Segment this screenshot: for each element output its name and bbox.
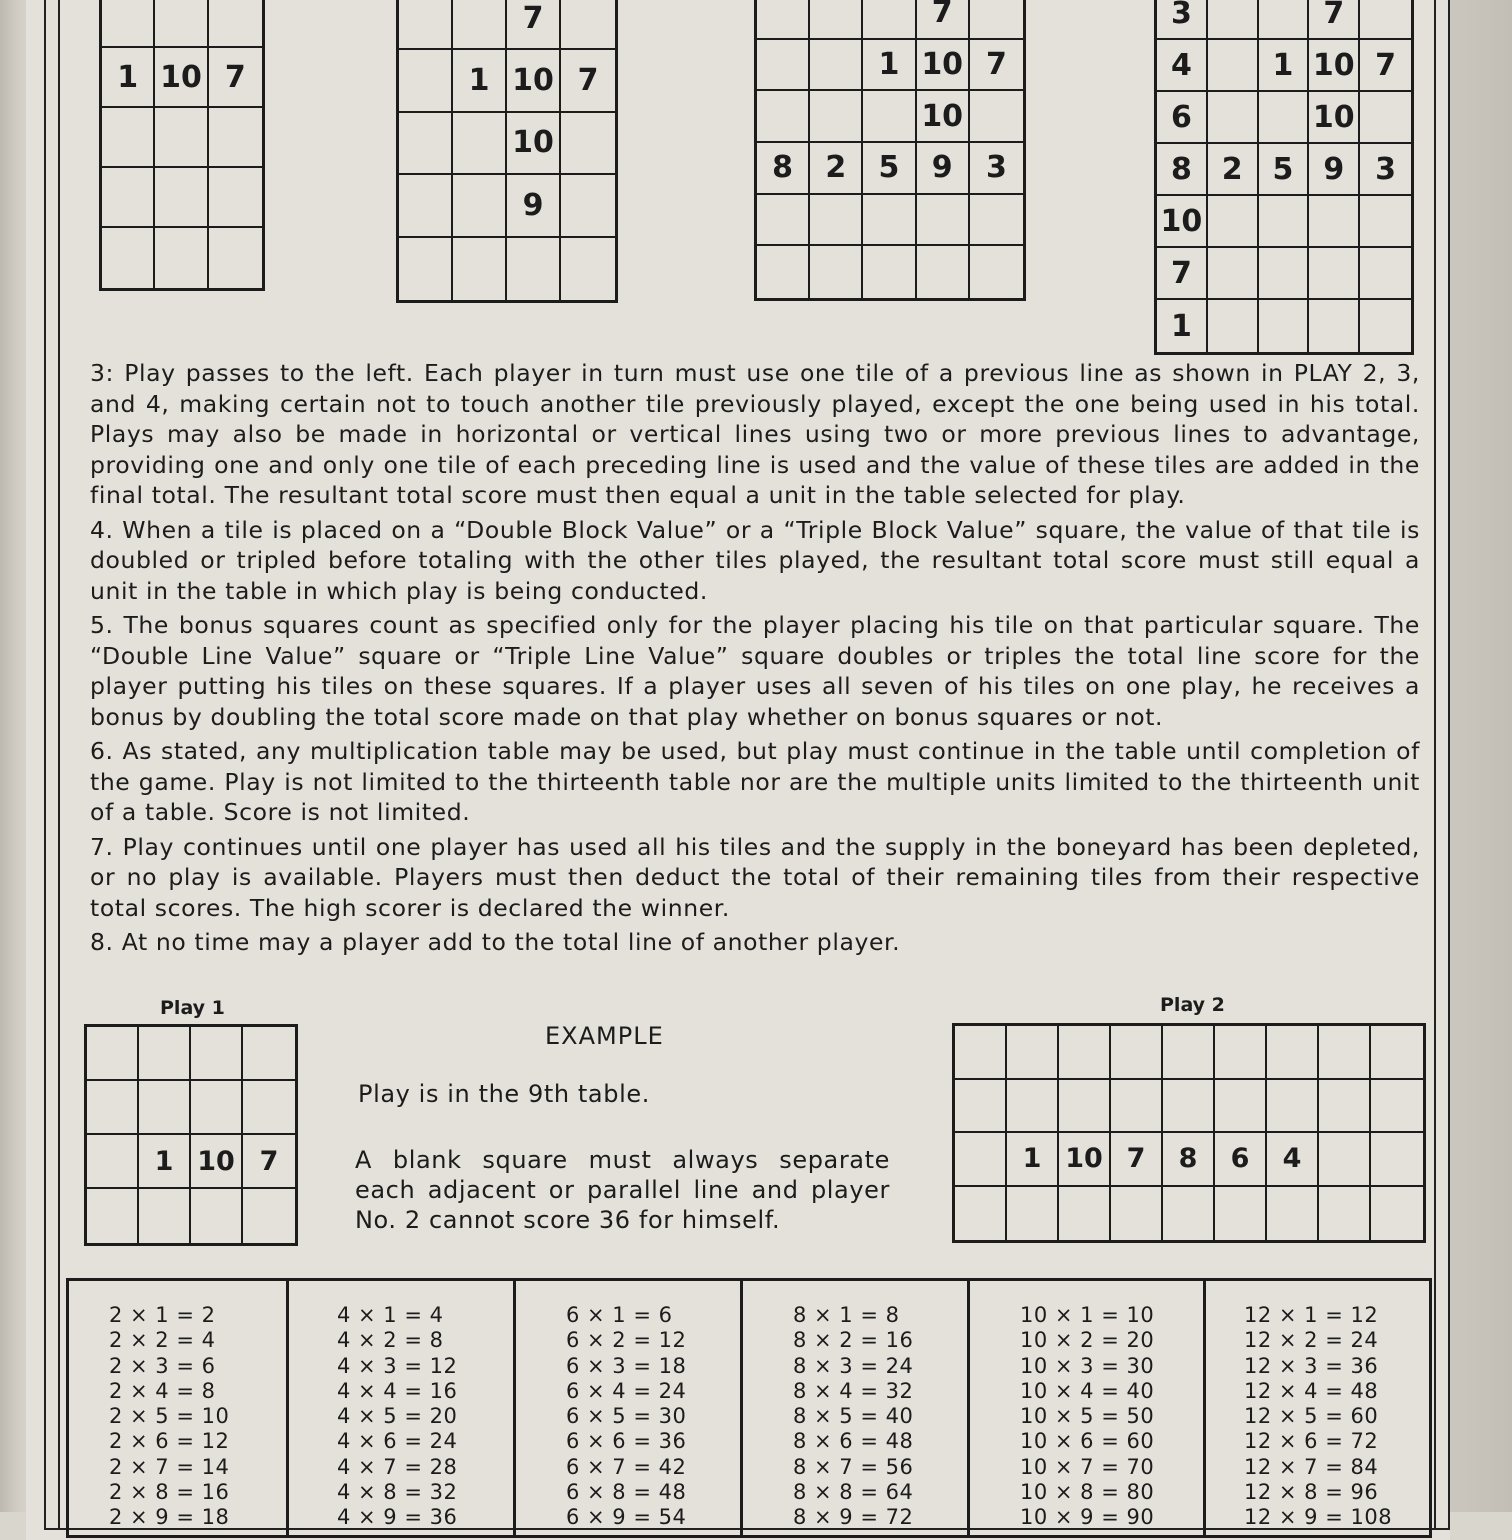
grid-cell (1259, 196, 1310, 248)
grid-cell (561, 0, 615, 50)
example-play-1-grid (84, 1024, 298, 1246)
grid-cell (1059, 1026, 1111, 1080)
grid-cell: 10 (1309, 40, 1360, 92)
grid-cell (453, 238, 507, 300)
table-line: 2 × 7 = 14 (109, 1454, 230, 1479)
grid-cell: 1 (102, 48, 155, 108)
table-line: 6 × 8 = 48 (566, 1480, 687, 1505)
grid-cell (399, 238, 453, 300)
grid-cell (810, 40, 863, 92)
grid-cell: 4 (1267, 1133, 1319, 1187)
table-line: 10 × 8 = 80 (1020, 1480, 1155, 1505)
play-2-label: Play 2 (1160, 994, 1225, 1016)
grid-cell (1111, 1026, 1163, 1080)
grid-cell (757, 246, 810, 298)
grid-cell (955, 1080, 1007, 1134)
play-grid-4 (1154, 0, 1414, 355)
grid-cell (970, 0, 1023, 40)
grid-cell: 2 (810, 143, 863, 195)
table-line: 10 × 7 = 70 (1020, 1454, 1155, 1479)
rules-text (90, 358, 1420, 958)
grid-cell (191, 1081, 243, 1135)
grid-cell (1371, 1133, 1423, 1187)
grid-cell (810, 246, 863, 298)
grid-cell (561, 113, 615, 175)
grid-cell (1309, 196, 1360, 248)
grid-cell (757, 91, 810, 143)
grid-cell: 3 (1360, 144, 1411, 196)
grid-cell (209, 0, 262, 48)
table-line: 12 × 9 = 108 (1244, 1505, 1393, 1530)
grid-cell (1360, 0, 1411, 40)
grid-cell (399, 175, 453, 237)
table-line: 12 × 4 = 48 (1244, 1378, 1379, 1403)
grid-cell (1371, 1026, 1423, 1080)
grid-cell (399, 0, 453, 50)
grid-cell (1267, 1026, 1319, 1080)
table-line: 8 × 8 = 64 (793, 1480, 914, 1505)
grid-cell (1259, 0, 1310, 40)
play-1-label: Play 1 (160, 997, 225, 1019)
grid-cell (209, 168, 262, 228)
grid-cell (1208, 196, 1259, 248)
grid-cell (1371, 1080, 1423, 1134)
table-line: 10 × 2 = 20 (1020, 1328, 1155, 1353)
grid-cell: 7 (507, 0, 561, 50)
table-line: 8 × 4 = 32 (793, 1378, 914, 1403)
grid-cell (863, 195, 916, 247)
example-play-2-grid (952, 1023, 1426, 1243)
grid-cell: 10 (1059, 1133, 1111, 1187)
grid-cell (155, 228, 208, 288)
table-line: 8 × 9 = 72 (793, 1505, 914, 1530)
grid-cell (1371, 1187, 1423, 1241)
grid-cell (1259, 248, 1310, 300)
grid-cell: 8 (757, 143, 810, 195)
grid-cell (863, 0, 916, 40)
grid-cell: 7 (970, 40, 1023, 92)
grid-cell (209, 108, 262, 168)
grid-cell (561, 238, 615, 300)
grid-cell (507, 238, 561, 300)
grid-cell (1319, 1080, 1371, 1134)
grid-cell (1259, 92, 1310, 144)
grid-cell: 2 (1208, 144, 1259, 196)
grid-cell: 10 (917, 91, 970, 143)
grid-cell: 8 (1157, 144, 1208, 196)
table-line: 2 × 2 = 4 (109, 1328, 216, 1353)
table-col (516, 1281, 743, 1535)
table-line: 8 × 6 = 48 (793, 1429, 914, 1454)
example-table-note: Play is in the 9th table. (358, 1080, 650, 1108)
grid-cell (139, 1081, 191, 1135)
table-line: 12 × 8 = 96 (1244, 1480, 1379, 1505)
table-line: 10 × 4 = 40 (1020, 1378, 1155, 1403)
table-line: 2 × 1 = 2 (109, 1303, 216, 1327)
grid-cell: 10 (1309, 92, 1360, 144)
table-col (289, 1281, 516, 1535)
grid-cell (1208, 248, 1259, 300)
grid-cell (1163, 1080, 1215, 1134)
grid-cell: 10 (507, 113, 561, 175)
grid-cell: 3 (970, 143, 1023, 195)
grid-cell (561, 175, 615, 237)
grid-cell (863, 246, 916, 298)
grid-cell: 10 (191, 1135, 243, 1189)
grid-cell (970, 246, 1023, 298)
grid-cell (191, 1027, 243, 1081)
table-line: 6 × 3 = 18 (566, 1353, 687, 1378)
grid-cell (970, 195, 1023, 247)
grid-cell: 7 (209, 48, 262, 108)
table-line: 6 × 7 = 42 (566, 1454, 687, 1479)
grid-cell (1360, 300, 1411, 352)
grid-cell (243, 1189, 295, 1243)
grid-cell (87, 1027, 139, 1081)
table-line: 6 × 9 = 54 (566, 1505, 687, 1530)
grid-cell (917, 246, 970, 298)
grid-cell (917, 195, 970, 247)
table-line: 2 × 8 = 16 (109, 1480, 230, 1505)
grid-cell (1360, 248, 1411, 300)
grid-cell (757, 40, 810, 92)
grid-cell (87, 1189, 139, 1243)
grid-cell: 7 (1309, 0, 1360, 40)
table-line: 4 × 6 = 24 (337, 1429, 458, 1454)
table-line: 10 × 5 = 50 (1020, 1404, 1155, 1429)
grid-cell (1360, 196, 1411, 248)
grid-cell: 1 (139, 1135, 191, 1189)
multiplication-tables (66, 1278, 1432, 1538)
table-line: 6 × 4 = 24 (566, 1378, 687, 1403)
grid-cell (1208, 92, 1259, 144)
grid-cell (1059, 1080, 1111, 1134)
rule-6: 6. As stated, any multiplication table may be used, but play must continue in the table until completion of the game. Play is not limited to the thirteenth table nor are the multiple units limited to the thirteenth unit of a table. Score is not limited. (90, 737, 1420, 826)
grid-cell: 1 (1259, 40, 1310, 92)
table-line: 6 × 1 = 6 (566, 1303, 673, 1327)
grid-cell (453, 113, 507, 175)
grid-cell: 10 (1157, 196, 1208, 248)
grid-cell: 7 (561, 50, 615, 112)
grid-cell (810, 91, 863, 143)
table-line: 4 × 8 = 32 (337, 1480, 458, 1505)
table-line: 6 × 2 = 12 (566, 1328, 687, 1353)
grid-cell (1163, 1187, 1215, 1241)
table-line: 6 × 6 = 36 (566, 1429, 687, 1454)
table-line: 8 × 3 = 24 (793, 1353, 914, 1378)
grid-cell: 6 (1215, 1133, 1267, 1187)
grid-cell (863, 91, 916, 143)
grid-cell (1059, 1187, 1111, 1241)
grid-cell (102, 228, 155, 288)
rule-8: 8. At no time may a player add to the total line of another player. (90, 928, 901, 956)
table-line: 2 × 9 = 18 (109, 1505, 230, 1530)
grid-cell: 7 (917, 0, 970, 40)
grid-cell (453, 175, 507, 237)
grid-cell: 1 (453, 50, 507, 112)
table-line: 10 × 6 = 60 (1020, 1429, 1155, 1454)
grid-cell (87, 1135, 139, 1189)
grid-cell (1111, 1187, 1163, 1241)
grid-cell (1309, 248, 1360, 300)
table-line: 12 × 2 = 24 (1244, 1328, 1379, 1353)
grid-cell: 9 (917, 143, 970, 195)
grid-cell (1163, 1026, 1215, 1080)
grid-cell (1215, 1026, 1267, 1080)
table-line: 10 × 9 = 90 (1020, 1505, 1155, 1530)
grid-cell (1007, 1187, 1059, 1241)
grid-cell (87, 1081, 139, 1135)
play-grid-3 (754, 0, 1026, 301)
rule-5: 5. The bonus squares count as specified only for the player placing his tile on that particular square. The “Double Line Value” square or “Triple Line Value” square doubles or triples the total line score for the player putting his tiles on these squares. If a player uses all seven of his tiles on one play, he receives a bonus by doubling the total score made on that play whether on bonus squares or not. (90, 611, 1420, 731)
grid-cell: 10 (507, 50, 561, 112)
grid-cell: 10 (917, 40, 970, 92)
grid-cell: 10 (155, 48, 208, 108)
rule-3: 3: Play passes to the left. Each player in turn must use one tile of a previous line as shown in PLAY 2, 3, and 4, making certain not to touch another tile previously played, except the one being used in his total. Plays may also be made in horizontal or vertical lines using two or more previous lines to advantage, providing one and only one tile of each preceding line is used and the value of these tiles are added in the final total. The resultant total score must then equal a unit in the table selected for play. (90, 359, 1420, 509)
table-line: 2 × 4 = 8 (109, 1378, 216, 1403)
grid-cell (1215, 1187, 1267, 1241)
grid-cell (1360, 92, 1411, 144)
grid-cell (102, 168, 155, 228)
grid-cell: 1 (863, 40, 916, 92)
grid-cell (810, 0, 863, 40)
table-line: 4 × 7 = 28 (337, 1454, 458, 1479)
grid-cell (1319, 1187, 1371, 1241)
play-grid-2 (396, 0, 618, 303)
play-grid-1 (99, 0, 265, 291)
table-line: 10 × 1 = 10 (1020, 1303, 1155, 1327)
grid-cell (155, 108, 208, 168)
grid-cell (1208, 0, 1259, 40)
grid-cell (955, 1026, 1007, 1080)
grid-cell (810, 195, 863, 247)
grid-cell (243, 1081, 295, 1135)
grid-cell: 9 (507, 175, 561, 237)
table-col (970, 1281, 1206, 1535)
rule-4: 4. When a tile is placed on a “Double Block Value” or a “Triple Block Value” square, the value of that tile is doubled or tripled before totaling with the other tiles played, the resultant total score must still equal a unit in the table in which play is being conducted. (90, 515, 1420, 605)
grid-cell (155, 168, 208, 228)
grid-cell (757, 195, 810, 247)
grid-cell (1208, 40, 1259, 92)
table-line: 6 × 5 = 30 (566, 1404, 687, 1429)
table-col (1206, 1281, 1429, 1535)
table-line: 8 × 7 = 56 (793, 1454, 914, 1479)
table-line: 2 × 3 = 6 (109, 1353, 216, 1378)
table-line: 12 × 3 = 36 (1244, 1353, 1379, 1378)
grid-cell (1267, 1187, 1319, 1241)
table-line: 4 × 1 = 4 (337, 1303, 444, 1327)
grid-cell (1215, 1080, 1267, 1134)
example-title: EXAMPLE (545, 1022, 664, 1050)
grid-cell: 8 (1163, 1133, 1215, 1187)
table-line: 8 × 2 = 16 (793, 1328, 914, 1353)
grid-cell (209, 228, 262, 288)
grid-cell (1208, 300, 1259, 352)
grid-cell (102, 0, 155, 48)
grid-cell (1319, 1133, 1371, 1187)
table-col (743, 1281, 970, 1535)
table-line: 8 × 1 = 8 (793, 1303, 900, 1327)
grid-cell (1319, 1026, 1371, 1080)
grid-cell (191, 1189, 243, 1243)
table-line: 4 × 5 = 20 (337, 1404, 458, 1429)
grid-cell (955, 1187, 1007, 1241)
table-line: 12 × 1 = 12 (1244, 1303, 1379, 1327)
example-note: A blank square must always separate each adjacent or parallel line and player No. 2 cannot score 36 for himself. (355, 1146, 890, 1234)
right-page-edge (1450, 0, 1512, 1512)
table-col (69, 1281, 289, 1535)
table-line: 10 × 3 = 30 (1020, 1353, 1155, 1378)
table-line: 12 × 7 = 84 (1244, 1454, 1379, 1479)
grid-cell (970, 91, 1023, 143)
grid-cell: 6 (1157, 92, 1208, 144)
grid-cell (955, 1133, 1007, 1187)
grid-cell: 5 (1259, 144, 1310, 196)
grid-cell: 1 (1007, 1133, 1059, 1187)
table-line: 4 × 9 = 36 (337, 1505, 458, 1530)
table-line: 12 × 5 = 60 (1244, 1404, 1379, 1429)
grid-cell: 3 (1157, 0, 1208, 40)
grid-cell (1259, 300, 1310, 352)
grid-cell (1267, 1080, 1319, 1134)
grid-cell (139, 1189, 191, 1243)
grid-cell (1007, 1026, 1059, 1080)
grid-cell (243, 1027, 295, 1081)
grid-cell (399, 113, 453, 175)
grid-cell: 9 (1309, 144, 1360, 196)
table-line: 4 × 2 = 8 (337, 1328, 444, 1353)
grid-cell (1309, 300, 1360, 352)
table-line: 2 × 5 = 10 (109, 1404, 230, 1429)
grid-cell (1111, 1080, 1163, 1134)
grid-cell: 5 (863, 143, 916, 195)
table-line: 2 × 6 = 12 (109, 1429, 230, 1454)
grid-cell (102, 108, 155, 168)
grid-cell (1007, 1080, 1059, 1134)
grid-cell (399, 50, 453, 112)
grid-cell: 7 (1111, 1133, 1163, 1187)
rule-7: 7. Play continues until one player has used all his tiles and the supply in the boneyard has been depleted, or no play is available. Players must then deduct the total of their remaining tiles from their respective total scores. The high scorer is declared the winner. (90, 832, 1420, 922)
table-line: 8 × 5 = 40 (793, 1404, 914, 1429)
grid-cell (453, 0, 507, 50)
grid-cell (757, 0, 810, 40)
left-page-edge (0, 0, 26, 1512)
table-line: 4 × 4 = 16 (337, 1378, 458, 1403)
grid-cell: 7 (243, 1135, 295, 1189)
grid-cell: 1 (1157, 300, 1208, 352)
grid-cell (155, 0, 208, 48)
grid-cell (139, 1027, 191, 1081)
table-line: 4 × 3 = 12 (337, 1353, 458, 1378)
grid-cell: 7 (1157, 248, 1208, 300)
grid-cell: 4 (1157, 40, 1208, 92)
grid-cell: 7 (1360, 40, 1411, 92)
table-line: 12 × 6 = 72 (1244, 1429, 1379, 1454)
